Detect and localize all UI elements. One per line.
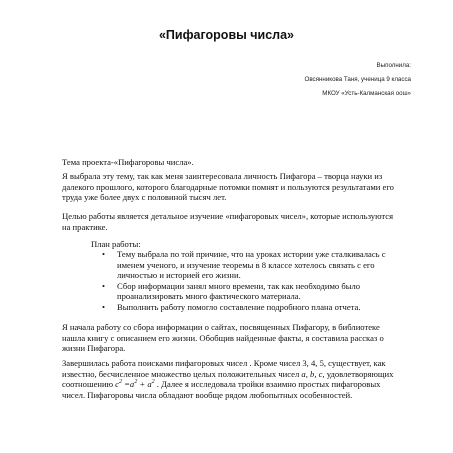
list-item <box>97 302 397 313</box>
paragraph-goal <box>62 211 402 232</box>
pythagorean-formula: $с^2 =а^2 + а^2$ <box>115 379 155 390</box>
paragraph-intro <box>62 171 402 203</box>
research-text: Я начала работу со сбора информации о сайтах, посвященных Пифагору, в библиотеке нашла книгу с описанием его жизни. Обобщив найденные факты, я составила рассказ о жизни Пифагора. <box>62 322 384 354</box>
author-school: МКОУ «Усть-Калманская оош» <box>322 90 411 97</box>
bullet-icon: • <box>102 280 106 291</box>
conclusion-part-c: . Далее я исследовала тройки взаимно простых пифагоровых чисел. Пифагоровы числа обладают вообще рядом любопытных особенностей. <box>62 379 381 400</box>
plan-item-text: Тему выбрала по той причине, что на уроках истории уже сталкивалась с именем ученого, и изучение теоремы в 8 классе хотелось связать с его личностью и историей его жизни. <box>117 249 386 281</box>
conclusion-part-b: удовлетворяющих соотношению <box>62 368 394 390</box>
variables-text: а, b, с, <box>301 368 325 379</box>
bullet-icon: • <box>102 249 106 259</box>
plan-item-text: Сбор информации занял много времени, так как необходимо было проанализировать много фактического материала. <box>117 280 361 302</box>
goal-text: Целью работы является детальное изучение «пифагоровых чисел», которые используются на практике. <box>62 211 394 232</box>
list-item <box>97 281 397 302</box>
paragraph-conclusion <box>62 358 402 400</box>
conclusion-text <box>62 358 402 400</box>
paragraph-research <box>62 322 402 354</box>
author-name: Овсянникова Таня, ученица 9 класса <box>304 76 411 83</box>
topic-text: Тема проекта-«Пифагоровы числа». <box>62 157 194 167</box>
plan-heading: План работы: <box>91 239 141 249</box>
conclusion-part-a: Завершилась работа поисками пифагоровых чисел . Кроме чисел 3, 4, 5, существует, как известно, бесчисленное множество целых положительных чисел <box>62 358 386 379</box>
intro-text: Я выбрала эту тему, так как меня заинтересовала личность Пифагора – творца науки из далекого прошлого, которого благодарные потомки помнят и пользуются результатами его труда уже более двух с половиной тысяч лет. <box>62 171 394 203</box>
project-topic <box>62 157 402 168</box>
list-item <box>97 249 397 281</box>
author-label: Выполнила: <box>376 62 411 69</box>
plan-list <box>97 249 397 313</box>
document-title: «Пифагоровы числа» <box>158 28 295 42</box>
bullet-icon: • <box>102 301 106 312</box>
plan-item-text: Выполнить работу помогло составление подробного плана отчета. <box>117 301 361 312</box>
